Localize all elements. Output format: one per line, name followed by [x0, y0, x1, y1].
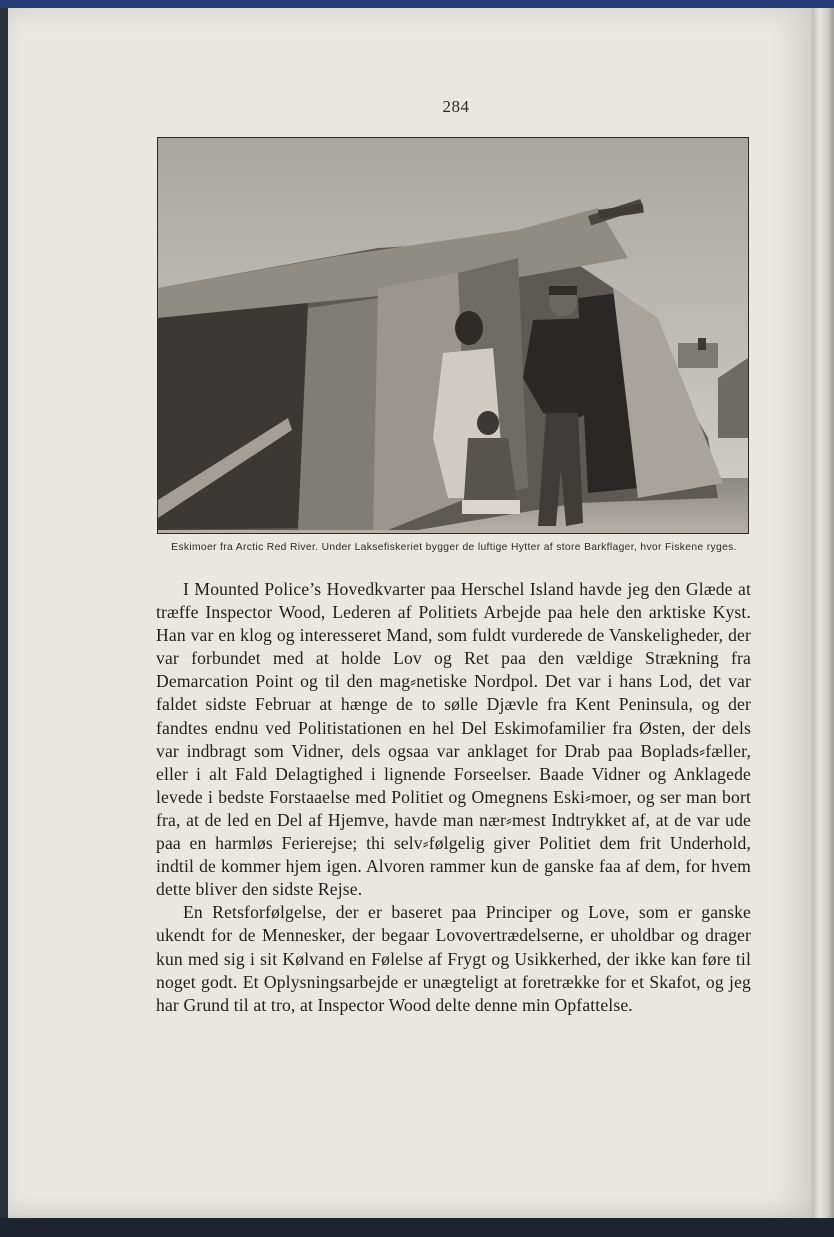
photo-eskimo-hut-icon — [158, 138, 748, 533]
scan-top-edge — [0, 0, 834, 8]
page-number: 284 — [442, 97, 470, 116]
paragraph: En Retsforfølgelse, der er baseret paa Principer og Love, som er ganske ukendt for de Mennesker, der begaar Lovovertrædelserne, er uholdbar og drager kun med sig i sit Kølvand en Følelse af Frygt og Usikkerhed, der ikke kan føre til noget godt. Et Oplysningsarbejde er unægteligt at foretrække for et Skafot, og jeg har Grund til at tro, at Inspector Wood delte denne min Opfattelse. — [156, 902, 751, 1015]
photograph — [157, 137, 749, 534]
paragraph: I Mounted Police’s Hovedkvarter paa Herschel Island havde jeg den Glæde at træffe Inspector Wood, Lederen af Politiets Arbejde paa hele den arktiske Kyst. Han var en klog og interesseret Mand, som fuldt vurderede de Vanskeligheder, der var forbundet med at holde Lov og Ret paa den vældige Strækning fra Demarcation Point og til den mag⸗netiske Nordpol. Det var i hans Lod, det var faldet sidste Februar at hænge de to sølle Djævle fra Kent Peninsula, og der fandtes endnu ved Politistationen en hel Del Eskimofamilier fra Østen, der dels var indbragt som Vidner, dels ogsaa var anklaget for Drab paa Boplads⸗fæller, eller i alt Fald Delagtighed i lignende Forseelser. Baade Vidner og Anklagede levede i bedste Forstaaelse med Politiet og Omegnens Eski⸗moer, og ser man bort fra, at de led en Del af Hjemve, havde man nær⸗mest Indtrykket af, at de var ude paa en harmløs Ferierejse; thi selv⸗følgelig giver Politiet dem frit Underhold, indtil de kommer hjem igen. Alvoren rammer kun de ganske faa af dem, for hvem dette bliver den sidste Rejse. — [156, 579, 751, 900]
figure-caption: Eskimoer fra Arctic Red River. Under Laksefiskeriet bygger de luftige Hytter af store Barkflager, hvor Fiskene ryges. — [171, 542, 737, 553]
book-spine — [812, 8, 834, 1220]
body-text — [156, 578, 751, 1017]
scan-bottom-edge — [0, 1218, 834, 1237]
